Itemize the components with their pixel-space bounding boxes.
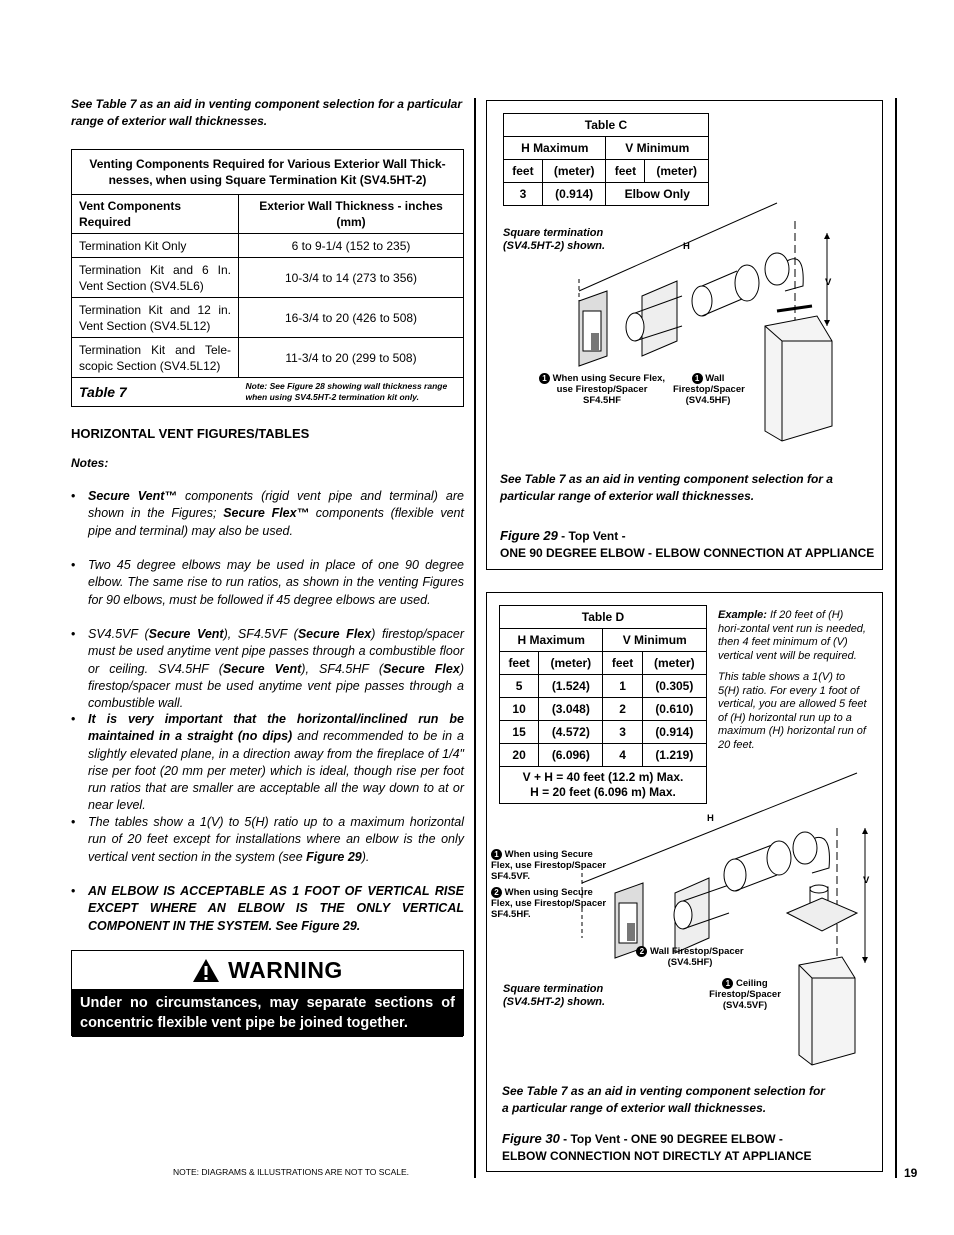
callout-ceiling-firestop [705,978,785,1011]
table-d-footer-line: V + H = 40 feet (12.2 m) Max. [522,770,684,784]
note-text: and recommended to be in a slightly elevated plane, in a direction away from the fireplace of 1/4" rise per foot (20 mm per meter) which is ideal, though rise per foot run ratios that are smaller are acceptable all the way down to at or near level. [88,729,464,813]
table-cell: (1.219) [642,744,706,767]
note-bullet-5 [71,814,464,866]
bold-term: Secure Vent [222,661,302,676]
dimension-v-label: V [825,277,832,288]
warning-triangle-icon [192,958,220,983]
figure-29-see-text: See Table 7 as an aid in venting component selection for a particular range of exterior wall thicknesses. [500,472,833,503]
notes-label: Notes: [71,456,109,470]
bold-term: Secure Flex™ [223,506,310,521]
bullet-dot: • [71,712,76,726]
table-cell: (4.572) [539,721,603,744]
bold-term: Figure 29 [306,849,362,864]
dimension-v-label: V [863,875,870,886]
table-cell: (0.914) [642,721,706,744]
table-cell: feet [500,652,539,675]
figure-title: - Top Vent - [557,529,626,543]
table-c-title: Table C [504,114,709,137]
figure-title: ONE 90 DEGREE ELBOW - ELBOW CONNECTION AT APPLIANCE [500,546,875,560]
table-7-title: Venting Components Required for Various Exterior Wall Thick-nesses, when using Square Termination Kit (SV4.5HT-2) [72,150,464,195]
table-d-footer-line: H = 20 feet (6.096 m) Max. [530,785,676,799]
table-cell: feet [606,160,645,183]
callout-number: 2 [491,887,502,898]
callout-text: Wall Firestop/Spacer (SV4.5HF) [673,373,745,406]
table-cell: Termination Kit and 6 In. Vent Section (SV4.5L6) [72,258,239,298]
table-cell: (meter) [642,652,706,675]
margin-rule [895,98,897,1178]
table-cell: (0.914) [542,183,606,206]
callout-wall-firestop [673,373,743,406]
example-body: If 20 feet of (H) hori-zontal vent run is needed, then 4 feet minimum of (V) vertical vent will be required. [718,609,866,662]
table-row [72,338,464,378]
table-cell: 1 [603,675,642,698]
note-text: ), SF4.5VF ( [223,627,298,641]
bold-term: It is very important that the horizontal/inclined run be maintained in a straight (no dips) [88,712,464,744]
table-cell: Termination Kit Only [72,234,239,258]
note-bullet-1 [71,488,464,540]
figure-30-box [486,592,883,1172]
figure-title: ELBOW CONNECTION NOT DIRECTLY AT APPLIANCE [502,1149,812,1163]
callout-number: 1 [722,978,733,989]
warning-body: Under no circumstances, may separate sections of concentric flexible vent pipe be joined together. [72,989,463,1037]
callout-wall-firestop [635,946,745,968]
dimension-h-label: H [707,813,714,824]
intro-text: See Table 7 as an aid in venting component selection for a particular range of exterior wall thicknesses. [71,97,462,128]
table-cell: Termination Kit and 12 in. Vent Section (SV4.5L12) [72,298,239,338]
note-bullet-3 [71,626,464,712]
table-c-hmax: H Maximum [504,137,606,160]
bullet-dot: • [71,558,76,572]
table-cell: 11-3/4 to 20 (299 to 508) [239,338,464,378]
square-termination-note: Square termination (SV4.5HT-2) shown. [503,227,606,252]
callout-number: 1 [491,849,502,860]
table-cell: (6.096) [539,744,603,767]
callout-secure-flex-hf [491,887,613,920]
table-cell: 4 [603,744,642,767]
callout-text: Wall Firestop/Spacer (SV4.5HF) [650,946,744,968]
table-7-col2-header: Exterior Wall Thickness - inches (mm) [239,195,464,234]
table-cell: feet [504,160,543,183]
table-cell: (3.048) [539,698,603,721]
bullet-dot: • [71,627,76,641]
figure-29-caption [500,527,878,562]
table-7-caption: Table 7 [72,378,239,407]
note-bullet-2 [71,557,464,609]
table-row [72,234,464,258]
note-text: components (rigid vent pipe and terminal) are shown in the Figures; [88,489,464,521]
callout-secure-flex-vf [491,849,613,882]
figure-29-box [486,100,883,570]
table-d-vmin: V Minimum [603,629,707,652]
table-cell: 5 [500,675,539,698]
dimension-h-label: H [683,241,690,252]
table-row [72,298,464,338]
warning-header [72,951,463,989]
table-cell: (0.305) [642,675,706,698]
note-text: components (flexible vent pipe and terminal) may also be used. [88,506,464,538]
table-7 [71,149,464,407]
note-text: ). [361,849,370,864]
note-text: AN ELBOW IS ACCEPTABLE AS 1 FOOT OF VERTICAL RISE EXCEPT WHERE AN ELBOW IS THE ONLY VERTICAL COMPONENT IN THE SYSTEM. See Figure 29. [88,884,464,933]
table-cell: 10 [500,698,539,721]
table-cell: Termination Kit and Tele-scopic Section (SV4.5L12) [72,338,239,378]
table-cell: 3 [603,721,642,744]
table-cell: (0.610) [642,698,706,721]
note-bullet-4 [71,711,464,815]
table-cell: (1.524) [539,675,603,698]
bold-term: Secure Vent [148,627,224,641]
table-d-title: Table D [500,606,707,629]
note-text: ), SF4.5HF ( [301,661,384,676]
warning-box [71,950,464,1036]
note-text: ) firestop/spacer must be used anytime vent pipe passes through a combustible floor or ceiling. SV4.5HF ( [88,627,465,676]
table-cell: 3 [504,183,543,206]
table-cell: 16-3/4 to 20 (426 to 508) [239,298,464,338]
table-c-vmin: V Minimum [606,137,709,160]
table-d-hmax: H Maximum [500,629,603,652]
table-cell: 20 [500,744,539,767]
callout-text: When using Secure Flex, use Firestop/Spacer SF4.5HF. [491,887,607,920]
square-termination-note: Square termination (SV4.5HT-2) shown. [503,983,606,1008]
bold-term: Secure Flex [297,627,372,641]
example-label: Example: [718,609,767,621]
note-text: ) firestop/spacer must be used anytime vent pipe passes through a combustible wall. [88,661,464,711]
scale-note: NOTE: DIAGRAMS & ILLUSTRATIONS ARE NOT TO SCALE. [173,1167,410,1177]
callout-number: 1 [539,373,550,384]
warning-title: WARNING [228,956,343,983]
table-cell: 2 [603,698,642,721]
example-body: This table shows a 1(V) to 5(H) ratio. For every 1 foot of vertical, you are allowed 5 feet of (H) horizontal run up to a maximum (H) horizontal run of 20 feet. [718,671,867,751]
callout-text: When using Secure Flex, use Firestop/Spacer SF4.5HF [552,373,666,406]
table-cell: feet [603,652,642,675]
table-7-col1-header: Vent Components Required [72,195,239,234]
note-text: Two 45 degree elbows may be used in place of one 90 degree elbow. The same rise to run ratios, as shown in the venting Figures for 90 elbows, must be followed if 45 degree elbows are used. [88,558,464,607]
figure-title: - Top Vent - ONE 90 DEGREE ELBOW - [559,1132,783,1146]
column-divider [474,98,476,1178]
table-7-note: Note: See Figure 28 showing wall thickness range when using SV4.5HT-2 termination kit only. [239,378,464,407]
figure-label: Figure 30 [502,1131,560,1146]
note-text: The tables show a 1(V) to 5(H) ratio up to a maximum horizontal run of 20 feet except for installations where an elbow is the only vertical vent section in the system (see [88,815,464,864]
table-cell: 15 [500,721,539,744]
table-cell: (meter) [542,160,606,183]
section-title: HORIZONTAL VENT FIGURES/TABLES [71,426,310,441]
bullet-dot: • [71,489,76,503]
callout-secure-flex [537,373,667,406]
bullet-dot: • [71,884,76,898]
table-cell: Elbow Only [606,183,709,206]
table-cell: (meter) [539,652,603,675]
bold-term: Secure Flex [383,661,460,676]
page-number: 19 [904,1166,918,1180]
callout-text: Ceiling Firestop/Spacer (SV4.5VF) [709,978,781,1011]
bullet-dot: • [71,815,76,829]
bold-term: Secure Vent™ [88,489,177,503]
table-cell: 10-3/4 to 14 (273 to 356) [239,258,464,298]
callout-number: 2 [636,946,647,957]
figure-label: Figure 29 [500,528,558,543]
callout-text: When using Secure Flex, use Firestop/Spacer SF4.5VF. [491,849,607,882]
table-cell: (meter) [645,160,709,183]
figure-30-caption [502,1130,872,1165]
note-bullet-6 [71,883,464,935]
table-row [72,258,464,298]
callout-number: 1 [692,373,703,384]
figure-30-see-text: See Table 7 as an aid in venting component selection for a particular range of exterior wall thicknesses. [502,1084,825,1115]
table-cell: 6 to 9-1/4 (152 to 235) [239,234,464,258]
note-text: SV4.5VF ( [88,627,149,641]
